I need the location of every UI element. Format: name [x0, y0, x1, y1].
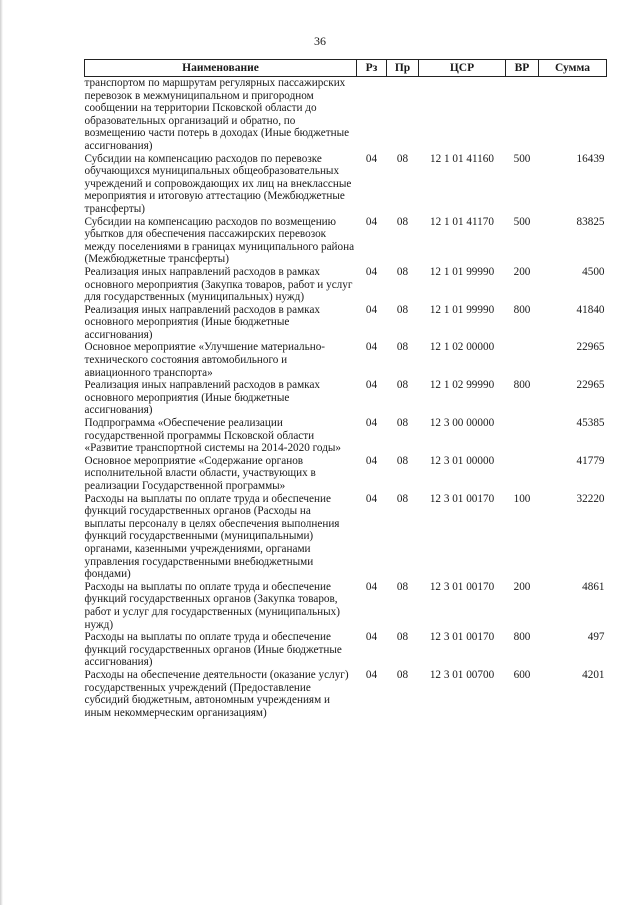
table-row: [85, 304, 607, 342]
table-row: [85, 455, 607, 493]
page-number: 36: [314, 34, 326, 48]
row-vr: 800: [513, 303, 531, 316]
row-csr: 12 1 01 99990: [429, 303, 495, 316]
row-sum: [539, 77, 607, 153]
row-csr: 12 1 01 99990: [429, 265, 495, 278]
row-pr: 08: [396, 631, 409, 644]
table-row: [85, 581, 607, 631]
row-vr: 600: [513, 668, 531, 681]
row-pr: 08: [396, 341, 409, 354]
row-name: транспортом по маршрутам регулярных пассажирских перевозок в межмуниципальном и пригородном сообщении на территории Псковской области до образовательных организаций и обратно, по возмещению части потерь в доходах (Иные бюджетные ассигнования): [84, 77, 350, 152]
row-pr: 08: [396, 417, 409, 430]
row-pr: 08: [396, 492, 409, 505]
budget-table: [84, 59, 607, 719]
row-name: Расходы на обеспечение деятельности (оказание услуг) государственных учреждений (Предоставление субсидий бюджетным, автономным учреждениям и иным некоммерческим организациям): [84, 668, 349, 719]
row-sum: 497: [587, 631, 605, 644]
row-sum: 22965: [576, 341, 605, 354]
row-csr: 12 3 01 00700: [429, 668, 495, 681]
row-name: Основное мероприятие «Содержание органов исполнительной власти области, участвующих в реализации Государственной программы»: [84, 454, 316, 492]
row-vr: [506, 417, 539, 455]
row-rz: 04: [365, 379, 378, 392]
header-vr: ВР: [506, 60, 539, 77]
row-rz: 04: [365, 215, 378, 228]
header-rz: Рз: [357, 60, 387, 77]
row-sum: 22965: [576, 379, 605, 392]
row-rz: 04: [365, 265, 378, 278]
row-pr: 08: [396, 379, 409, 392]
row-rz: [357, 77, 387, 153]
row-name: Расходы на выплаты по оплате труда и обеспечение функций государственных органов (Расходы на выплаты персоналу в целях обеспечения выполнения функций государственными (муниципальными) органами, казенными учреждениями, органами управления государственными внебюджетными фондами): [84, 492, 340, 581]
row-sum: 32220: [576, 492, 605, 505]
row-pr: 08: [396, 215, 409, 228]
table-row: [85, 669, 607, 719]
row-vr: 800: [513, 379, 531, 392]
row-rz: 04: [365, 580, 378, 593]
row-csr: 12 1 01 41170: [430, 215, 494, 228]
row-rz: 04: [365, 492, 378, 505]
row-rz: 04: [365, 303, 378, 316]
row-pr: 08: [396, 580, 409, 593]
row-rz: 04: [365, 417, 378, 430]
row-pr: 08: [396, 152, 409, 165]
row-csr: 12 1 01 41160: [430, 152, 494, 165]
header-csr: ЦСР: [419, 60, 506, 77]
row-pr: 08: [396, 303, 409, 316]
header-name: Наименование: [85, 60, 357, 77]
row-vr: 500: [513, 215, 531, 228]
row-name: Основное мероприятие «Улучшение материально-технического состояния автомобильного и авиационного транспорта»: [84, 341, 326, 379]
row-csr: 12 3 01 00170: [429, 580, 495, 593]
table-row: [85, 493, 607, 581]
row-pr: [387, 77, 419, 153]
row-csr: 12 1 02 00000: [429, 341, 495, 354]
row-name: Субсидии на компенсацию расходов по перевозке обучающихся муниципальных общеобразовательных учреждений и сопровождающих их лиц на внеклассные мероприятия и итоговую аттестацию (Межбюджетные трансферты): [84, 152, 352, 215]
row-vr: 800: [513, 631, 531, 644]
row-vr: 500: [513, 152, 531, 165]
row-name: Реализация иных направлений расходов в рамках основного мероприятия (Закупка товаров, работ и услуг для государственных (муниципальных) нужд): [84, 265, 353, 304]
table-row: [85, 341, 607, 379]
row-vr: [506, 341, 539, 379]
table-row: [85, 417, 607, 455]
row-name: Подпрограмма «Обеспечение реализации государственной программы Псковской области «Развитие транспортной системы на 2014-2020 годы»: [84, 417, 341, 455]
row-rz: 04: [365, 668, 378, 681]
table-row: [85, 153, 607, 216]
header-pr: Пр: [387, 60, 419, 77]
row-sum: 41779: [576, 454, 605, 467]
row-sum: 16439: [576, 152, 605, 165]
table-row: [85, 77, 607, 153]
row-name: Субсидии на компенсацию расходов по возмещению убытков для обеспечения пассажирских перевозок между поселениями в границах муниципального района (Межбюджетные трансферты): [84, 215, 355, 266]
table-row: [85, 631, 607, 669]
row-sum: 4201: [582, 668, 605, 681]
row-vr: [506, 77, 539, 153]
header-sum: Сумма: [539, 60, 607, 77]
row-rz: 04: [365, 631, 378, 644]
row-sum: 4500: [582, 265, 605, 278]
row-sum: 83825: [576, 215, 605, 228]
row-sum: 45385: [576, 417, 605, 430]
row-csr: 12 3 00 00000: [429, 417, 495, 430]
row-name: Расходы на выплаты по оплате труда и обеспечение функций государственных органов (Закупка товаров, работ и услуг для государственных (муниципальных) нужд): [84, 580, 340, 631]
row-csr: 12 3 01 00170: [429, 492, 495, 505]
row-name: Расходы на выплаты по оплате труда и обеспечение функций государственных органов (Иные бюджетные ассигнования): [84, 631, 342, 669]
row-vr: [506, 455, 539, 493]
row-pr: 08: [396, 454, 409, 467]
scan-edge: [0, 0, 3, 905]
row-vr: 200: [513, 580, 531, 593]
table-row: [85, 379, 607, 417]
table-row: [85, 216, 607, 266]
row-rz: 04: [365, 341, 378, 354]
row-csr: 12 3 01 00170: [429, 631, 495, 644]
row-sum: 4861: [582, 580, 605, 593]
row-name: Реализация иных направлений расходов в рамках основного мероприятия (Иные бюджетные ассигнования): [84, 379, 321, 417]
row-csr: [419, 77, 506, 153]
row-pr: 08: [396, 265, 409, 278]
row-vr: 100: [513, 492, 531, 505]
row-csr: 12 3 01 00000: [429, 454, 495, 467]
table-header-row: [85, 60, 607, 77]
row-pr: 08: [396, 668, 409, 681]
row-rz: 04: [365, 152, 378, 165]
row-vr: 200: [513, 265, 531, 278]
table-row: [85, 266, 607, 304]
row-csr: 12 1 02 99990: [429, 379, 495, 392]
row-sum: 41840: [576, 303, 605, 316]
row-rz: 04: [365, 454, 378, 467]
row-name: Реализация иных направлений расходов в рамках основного мероприятия (Иные бюджетные ассигнования): [84, 303, 321, 341]
